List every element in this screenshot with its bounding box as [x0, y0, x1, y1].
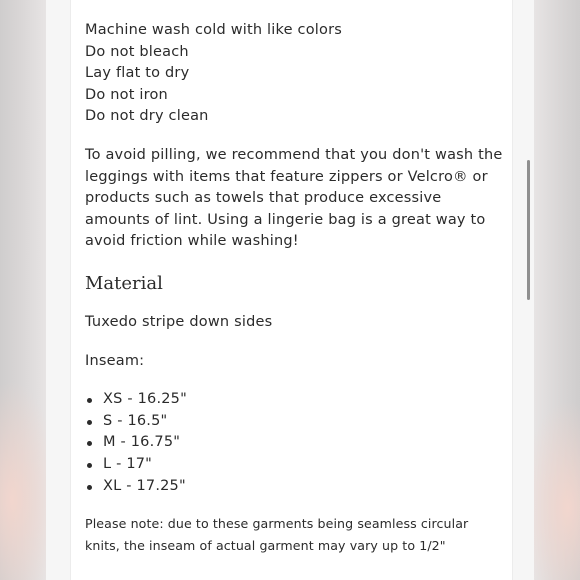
- inseam-variance-note: Please note: due to these garments being seamless circular knits, the inseam of actual garment may vary up to 1/2": [85, 516, 469, 554]
- scrollbar-thumb[interactable]: [527, 160, 530, 300]
- care-instruction: Do not bleach: [85, 43, 189, 60]
- care-instruction: Do not dry clean: [85, 108, 209, 125]
- product-description: [85, 20, 505, 557]
- inseam-label: Inseam:: [85, 352, 145, 369]
- material-detail: Tuxedo stripe down sides: [85, 313, 273, 330]
- list-item: XS - 16.25": [85, 389, 505, 411]
- inseam-size-list: [85, 389, 505, 497]
- product-description-page: [70, 0, 513, 580]
- list-item: S - 16.5": [85, 411, 505, 433]
- care-instruction: Machine wash cold with like colors: [85, 22, 342, 38]
- care-instructions: [85, 20, 505, 128]
- list-item: XL - 17.25": [85, 476, 505, 498]
- care-instruction: Do not iron: [85, 86, 168, 103]
- material-heading: Material: [85, 272, 163, 294]
- care-instruction: Lay flat to dry: [85, 65, 190, 82]
- list-item: L - 17": [85, 454, 505, 476]
- pilling-note: To avoid pilling, we recommend that you don't wash the leggings with items that feature zippers or Velcro® or products such as towels that produce excessive amounts of lint. Using a lingerie bag is a great way to avoid friction while washing!: [85, 146, 503, 250]
- list-item: M - 16.75": [85, 432, 505, 454]
